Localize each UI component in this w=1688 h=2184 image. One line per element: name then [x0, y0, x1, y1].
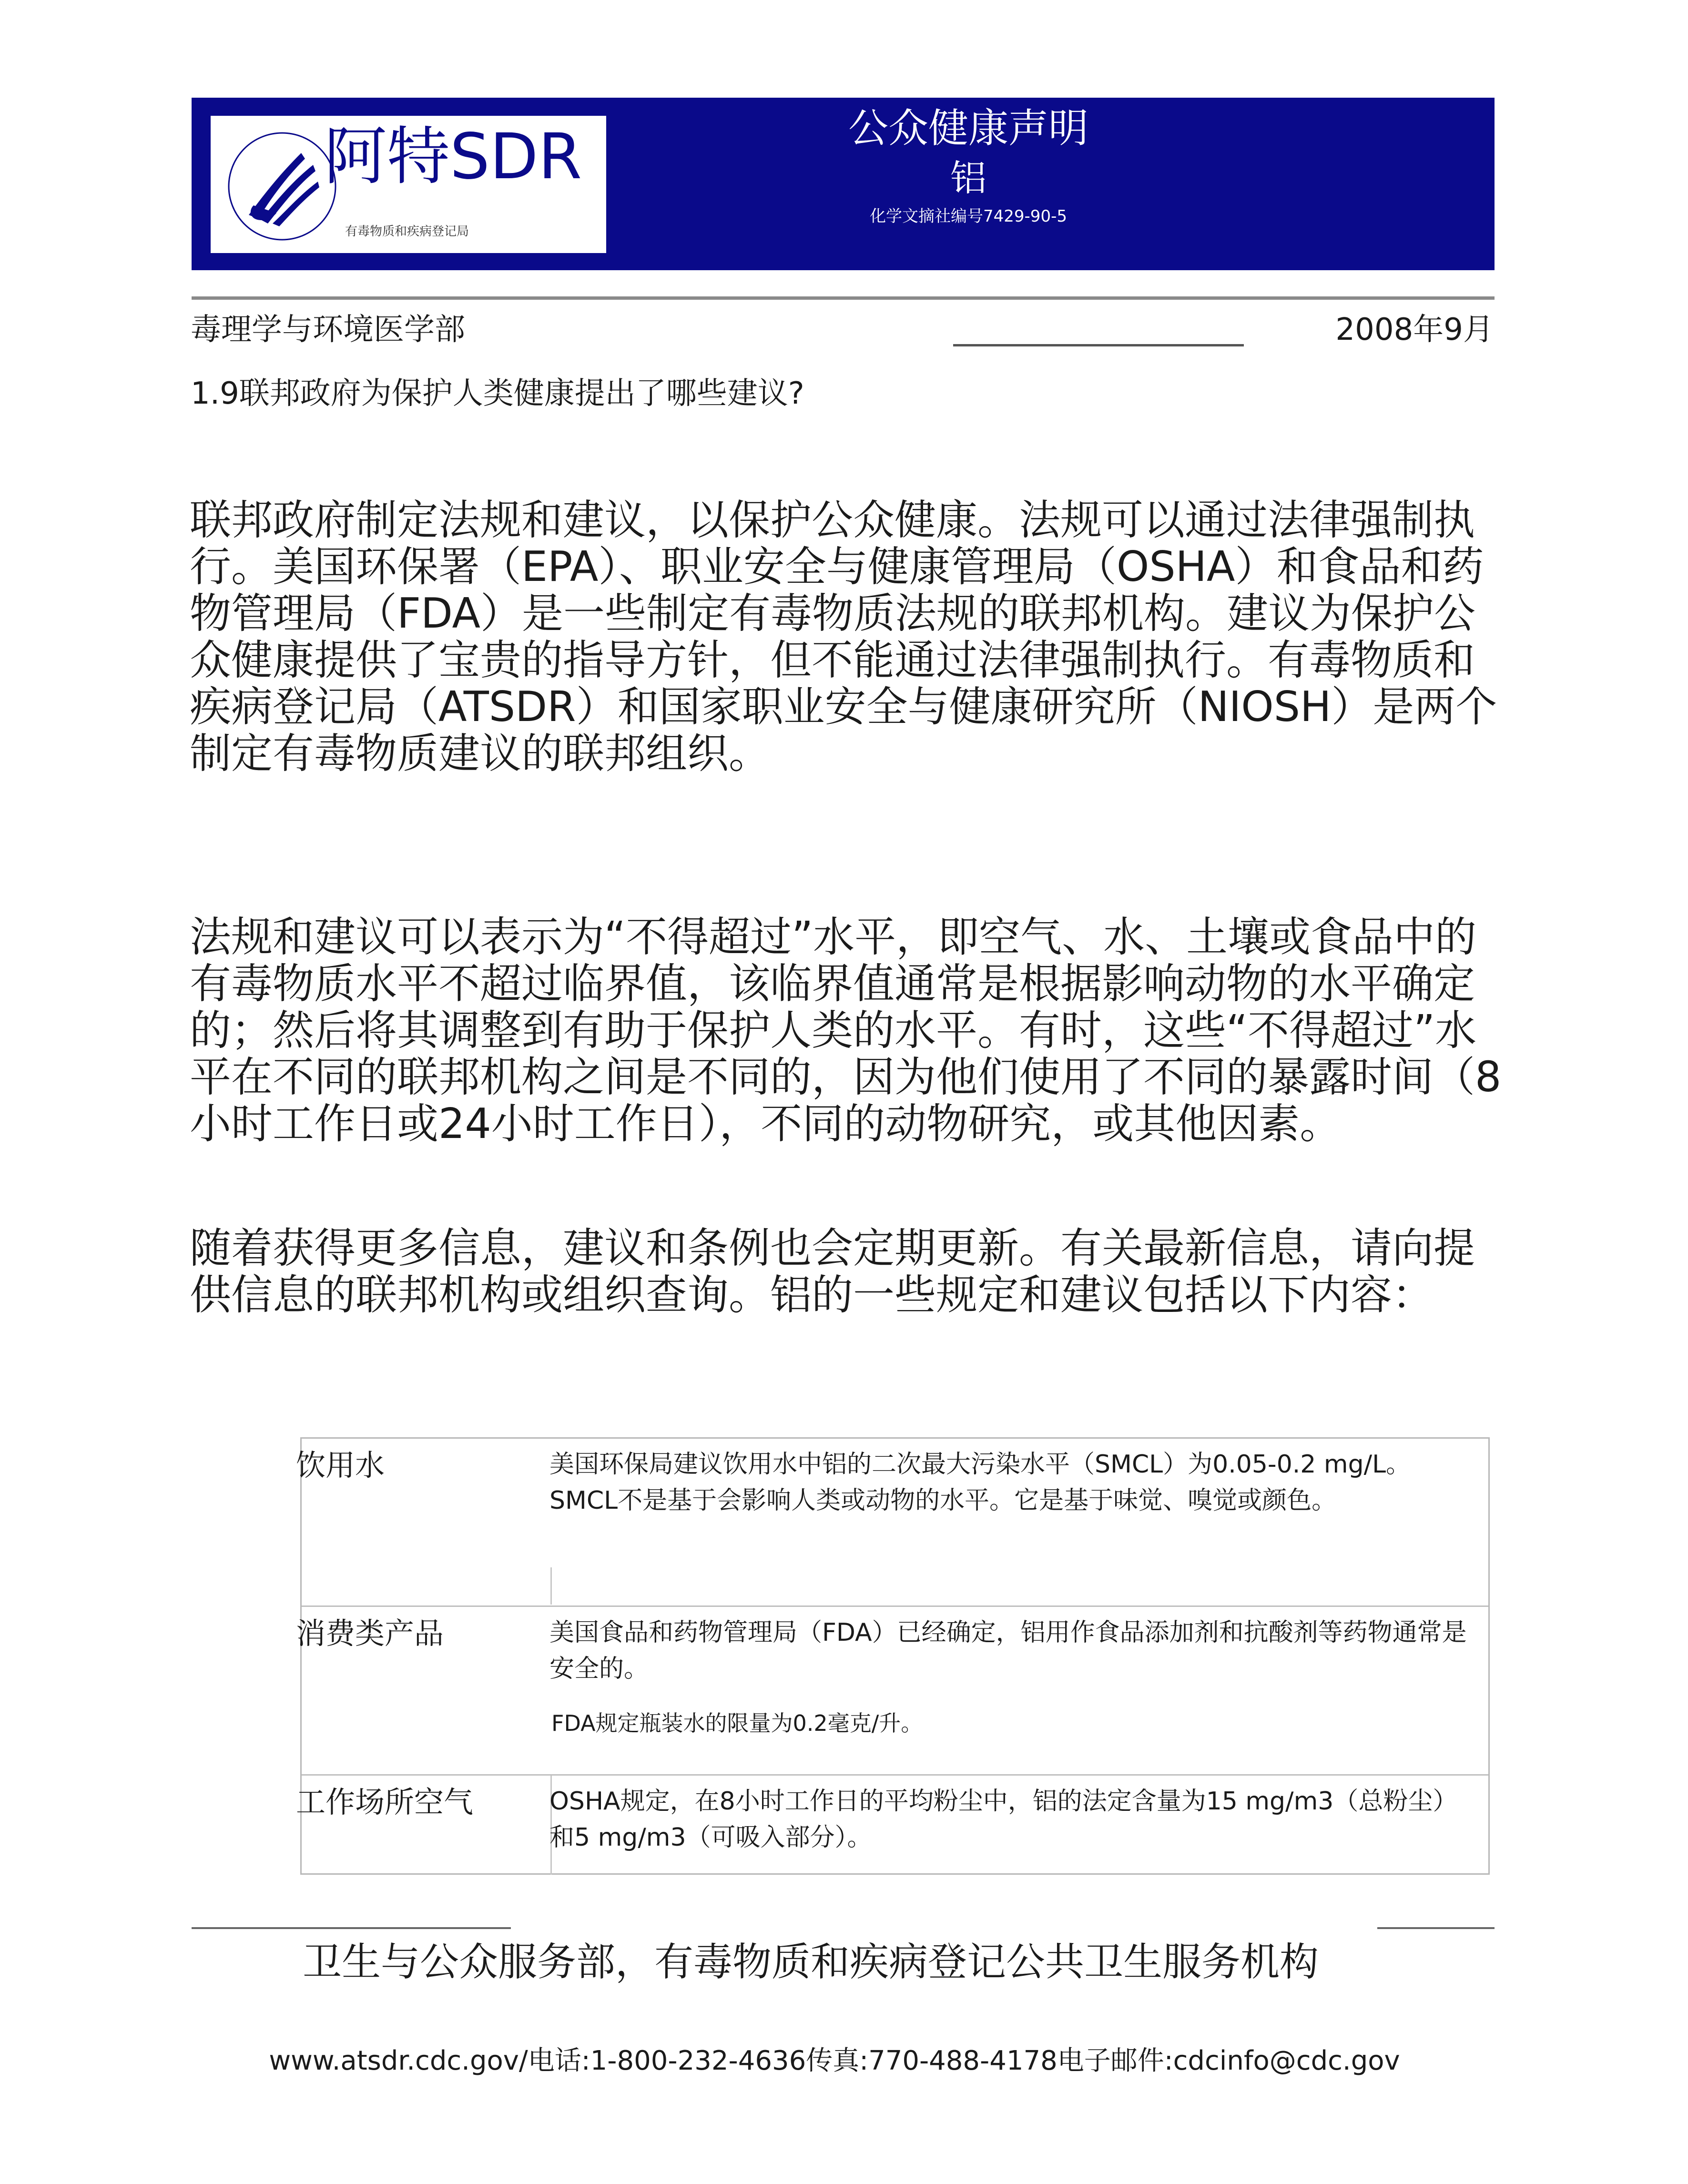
divider-short [953, 344, 1244, 346]
paragraph-updates: 随着获得更多信息，建议和条例也会定期更新。有关最新信息，请向提供信息的联邦机构或组织查询。铝的一些规定和建议包括以下内容： [190, 1224, 1475, 1319]
header-banner [192, 98, 1495, 270]
cas-number: 化学文摘社编号7429-90-5 [870, 207, 1067, 226]
column-divider [550, 1567, 552, 1605]
agency-logo [211, 116, 606, 253]
publication-date: 2008年9月 [1335, 312, 1494, 347]
logo-subtitle: 有毒物质和疾病登记局 [345, 224, 469, 239]
divider-bottom-right [1377, 1927, 1495, 1929]
row-note-bottled-water: FDA规定瓶装水的限量为0.2毫克/升。 [551, 1710, 923, 1736]
paragraph-regulations-intro: 联邦政府制定法规和建议，以保护公众健康。法规可以通过法律强制执行。美国环保署（EPA）、职业安全与健康管理局（OSHA）和食品和药物管理局（FDA）是一些制定有毒物质法规的联邦机构。建议为保护公众健康提供了宝贵的指导方针，但不能通过法律强制执行。有毒物质和疾病登记局（ATSDR）和国家职业安全与健康研究所（NIOSH）是两个制定有毒物质建议的联邦组织。 [190, 496, 1497, 778]
divider-bottom-left [192, 1927, 511, 1929]
regulations-table [296, 1437, 1490, 1875]
row-label-workplace-air: 工作场所空气 [296, 1785, 474, 1819]
row-text-consumer-products: 美国食品和药物管理局（FDA）已经确定，铝用作食品添加剂和抗酸剂等药物通常是安全的。 [549, 1618, 1467, 1683]
substance-name: 铝 [950, 157, 986, 200]
table-row [296, 1439, 1488, 1605]
document-title: 公众健康声明 [848, 105, 1088, 152]
table-row [296, 1605, 1488, 1775]
department-label: 毒理学与环境医学部 [191, 312, 465, 347]
footer-organization: 卫生与公众服务部，有毒物质和疾病登记公共卫生服务机构 [302, 1940, 1319, 1985]
table-row [296, 1774, 1488, 1875]
logo-wordmark: 阿特SDR [324, 120, 582, 193]
footer-contact-info: www.atsdr.cdc.gov/电话:1-800-232-4636传真:770-488-4178电子邮件:cdcinfo@cdc.gov [269, 2045, 1400, 2076]
paragraph-not-to-exceed: 法规和建议可以表示为“不得超过”水平，即空气、水、土壤或食品中的有毒物质水平不超过临界值，该临界值通常是根据影响动物的水平确定的；然后将其调整到有助于保护人类的水平。有时，这些“不得超过”水平在不同的联邦机构之间是不同的，因为他们使用了不同的暴露时间（8小时工作日或24小时工作日），不同的动物研究，或其他因素。 [190, 913, 1502, 1148]
header-titles [754, 102, 1183, 229]
row-text-workplace-air: OSHA规定，在8小时工作日的平均粉尘中，铝的法定含量为15 mg/m3（总粉尘）和5 mg/m3（可吸入部分）。 [549, 1787, 1458, 1852]
section-question: 1.9联邦政府为保护人类健康提出了哪些建议? [191, 376, 804, 411]
divider-top [192, 296, 1495, 300]
row-label-drinking-water: 饮用水 [296, 1448, 385, 1483]
row-text-drinking-water: 美国环保局建议饮用水中铝的二次最大污染水平（SMCL）为0.05-0.2 mg/L。SMCL不是基于会影响人类或动物的水平。它是基于味觉、嗅觉或颜色。 [549, 1450, 1411, 1515]
row-label-consumer-products: 消费类产品 [296, 1616, 444, 1651]
